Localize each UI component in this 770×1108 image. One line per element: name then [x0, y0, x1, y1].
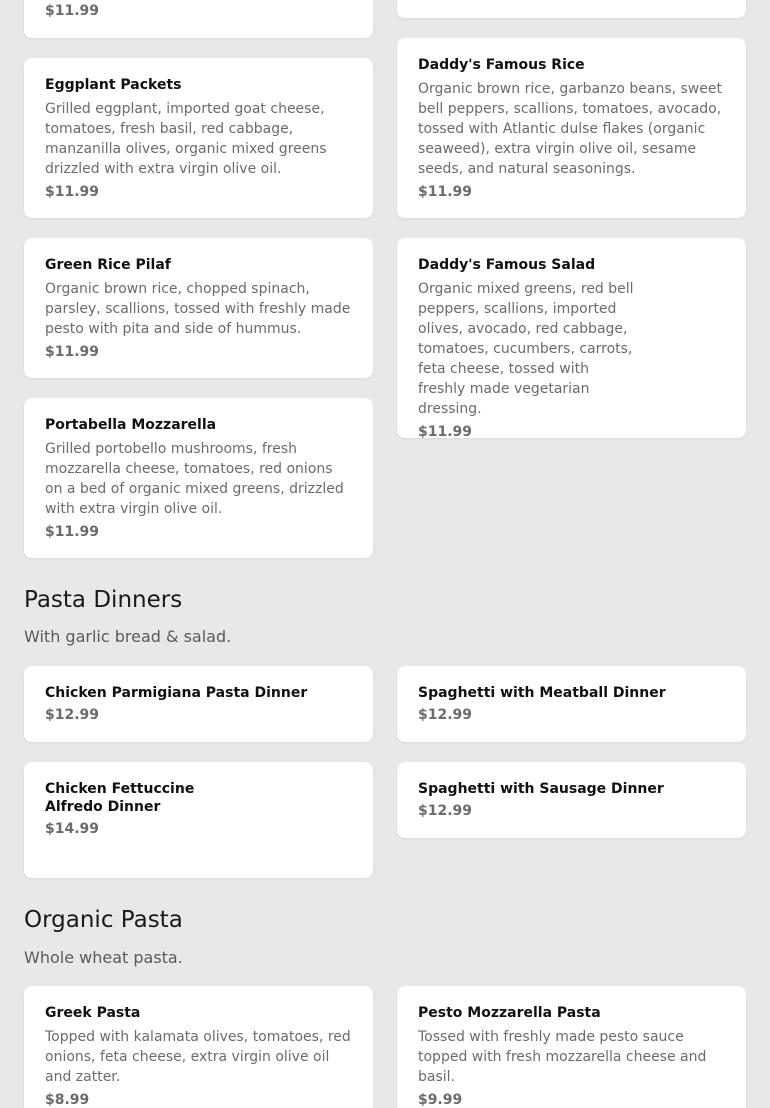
item-name: Daddy's Famous Rice — [418, 57, 585, 73]
item-price: $12.99 — [418, 803, 473, 819]
item-name: Daddy's Famous Salad — [418, 257, 596, 273]
menu-item-card[interactable] — [24, 666, 373, 742]
menu-item-card[interactable] — [24, 58, 373, 218]
item-name: Chicken Parmigiana Pasta Dinner — [45, 685, 308, 701]
item-description: Organic brown rice, garbanzo beans, sweet bell peppers, scallions, tomatoes, avocado, tossed with Atlantic dulse flakes (organic seaweed), extra virgin olive oil, sesame seeds, and natural seasonings. — [418, 81, 722, 177]
item-description: Organic mixed greens, red bell peppers, scallions, imported olives, avocado, red cabbage, tomatoes, cucumbers, carrots, feta cheese, tossed with freshly made vegetarian dressing. — [418, 281, 634, 417]
item-name: Greek Pasta — [45, 1005, 141, 1021]
item-name: Chicken Fettuccine Alfredo Dinner — [45, 781, 195, 815]
item-price: $11.99 — [45, 3, 100, 19]
menu-item-card[interactable] — [397, 666, 746, 742]
item-name: Green Rice Pilaf — [45, 257, 171, 273]
item-price: $12.99 — [45, 707, 100, 723]
menu-item-card[interactable] — [24, 0, 373, 38]
item-description: Grilled eggplant, imported goat cheese, tomatoes, fresh basil, red cabbage, manzanilla olives, organic mixed greens drizzled with extra virgin olive oil. — [45, 101, 327, 177]
menu-item-card[interactable] — [397, 238, 746, 438]
item-price: $8.99 — [45, 1092, 90, 1108]
item-price: $9.99 — [418, 1092, 463, 1108]
item-price: $12.99 — [418, 707, 473, 723]
menu-item-card[interactable] — [24, 238, 373, 378]
item-name: Pesto Mozzarella Pasta — [418, 1005, 601, 1021]
menu-item-card[interactable] — [397, 986, 746, 1108]
item-description: Topped with kalamata olives, tomatoes, red onions, feta cheese, extra virgin olive oil and zatter. — [45, 1029, 351, 1085]
item-price: $11.99 — [45, 524, 100, 540]
item-name: Portabella Mozzarella — [45, 417, 217, 433]
item-price: $11.99 — [418, 424, 473, 440]
item-price: $11.99 — [45, 184, 100, 200]
menu-item-card[interactable] — [24, 762, 373, 878]
section-title: Pasta Dinners — [24, 587, 183, 613]
item-description: Organic brown rice, chopped spinach, parsley, scallions, tossed with freshly made pesto with pita and side of hummus. — [45, 281, 351, 337]
menu-item-card[interactable] — [397, 762, 746, 838]
item-description: Grilled portobello mushrooms, fresh mozzarella cheese, tomatoes, red onions on a bed of organic mixed greens, drizzled with extra virgin olive oil. — [45, 441, 344, 517]
section-title: Organic Pasta — [24, 907, 183, 933]
section-subtitle: With garlic bread & salad. — [24, 627, 232, 646]
menu-item-card[interactable] — [24, 986, 373, 1108]
menu-item-card[interactable] — [397, 0, 746, 18]
item-name: Spaghetti with Meatball Dinner — [418, 685, 666, 701]
item-description: Tossed with freshly made pesto sauce topped with fresh mozzarella cheese and basil. — [418, 1029, 707, 1085]
item-price: $11.99 — [45, 344, 100, 360]
item-price: $11.99 — [418, 184, 473, 200]
item-name: Spaghetti with Sausage Dinner — [418, 781, 664, 797]
menu-item-card[interactable] — [397, 38, 746, 218]
menu-item-card[interactable] — [24, 398, 373, 558]
item-name: Eggplant Packets — [45, 77, 182, 93]
section-subtitle: Whole wheat pasta. — [24, 948, 183, 967]
item-price: $14.99 — [45, 821, 100, 837]
